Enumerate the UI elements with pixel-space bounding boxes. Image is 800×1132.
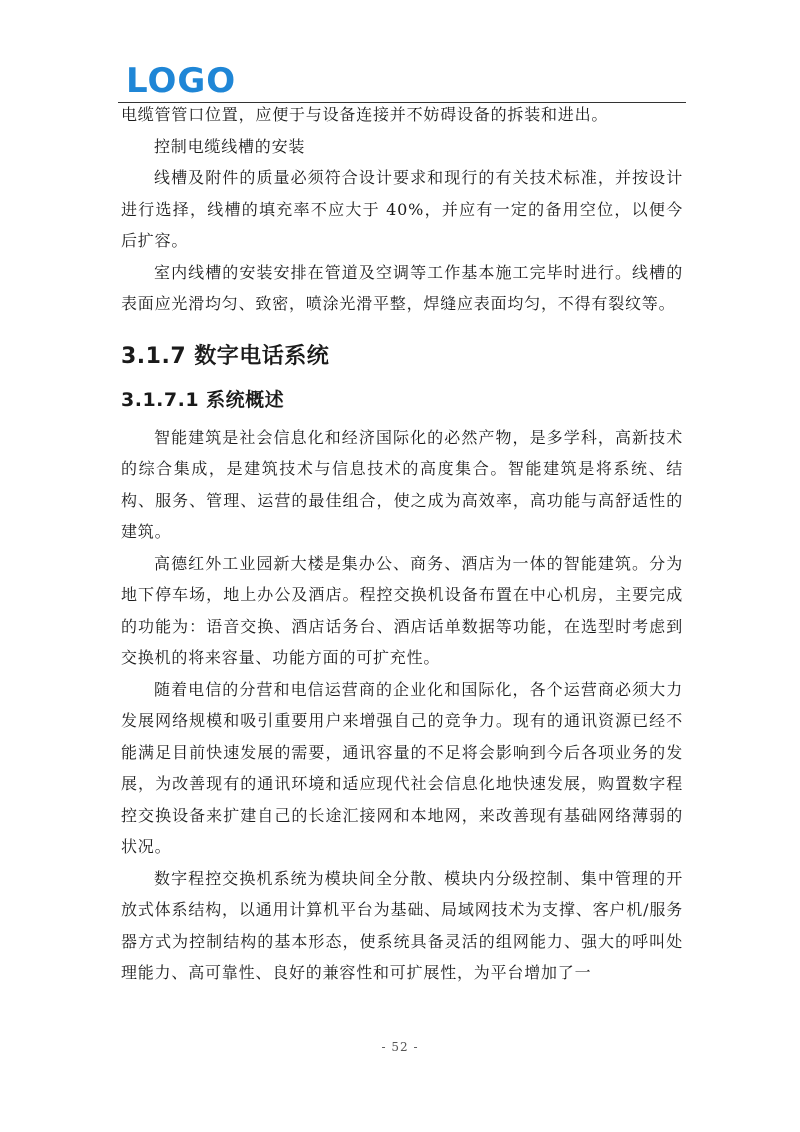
paragraph: 高德红外工业园新大楼是集办公、商务、酒店为一体的智能建筑。分为地下停车场，地上办公及酒店。程控交换机设备布置在中心机房，主要完成的功能为：语音交换、酒店话务台、酒店话单数据等功能，在选型时考虑到交换机的将来容量、功能方面的可扩充性。 (121, 553, 683, 667)
logo: LOGO (126, 61, 237, 101)
paragraph: 控制电缆线槽的安装 (154, 136, 306, 156)
subsection-heading: 3.1.7.1 系统概述 (121, 388, 285, 411)
document-body (121, 99, 683, 989)
paragraph: 随着电信的分营和电信运营商的企业化和国际化，各个运营商必须大力发展网络规模和吸引重要用户来增强自己的竞争力。现有的通讯资源已经不能满足目前快速发展的需要，通讯容量的不足将会影响到今后各项业务的发展，为改善现有的通讯环境和适应现代社会信息化地快速发展，购置数字程控交换设备来扩建自己的长途汇接网和本地网，来改善现有基础网络薄弱的状况。 (121, 679, 683, 856)
paragraph: 智能建筑是社会信息化和经济国际化的必然产物，是多学科，高新技术的综合集成，是建筑技术与信息技术的高度集合。智能建筑是将系统、结构、服务、管理、运营的最佳组合，使之成为高效率，高功能与高舒适性的建筑。 (121, 427, 683, 541)
paragraph: 室内线槽的安装安排在管道及空调等工作基本施工完毕时进行。线槽的表面应光滑均匀、致密，喷涂光滑平整，焊缝应表面均匀，不得有裂纹等。 (121, 262, 683, 313)
page-header (118, 58, 686, 103)
page-number: - 52 - (381, 1040, 419, 1054)
paragraph: 电缆管管口位置，应便于与设备连接并不妨碍设备的拆装和进出。 (121, 105, 609, 124)
section-heading: 3.1.7 数字电话系统 (121, 343, 330, 369)
paragraph: 线槽及附件的质量必须符合设计要求和现行的有关技术标准，并按设计进行选择，线槽的填充率不应大于 40%，并应有一定的备用空位，以便今后扩容。 (121, 168, 683, 250)
paragraph: 数字程控交换机系统为模块间全分散、模块内分级控制、集中管理的开放式体系结构，以通用计算机平台为基础、局域网技术为支撑、客户机/服务器方式为控制结构的基本形态，使系统具备灵活的组网能力、强大的呼叫处理能力、高可靠性、良好的兼容性和可扩展性，为平台增加了一 (121, 868, 683, 982)
